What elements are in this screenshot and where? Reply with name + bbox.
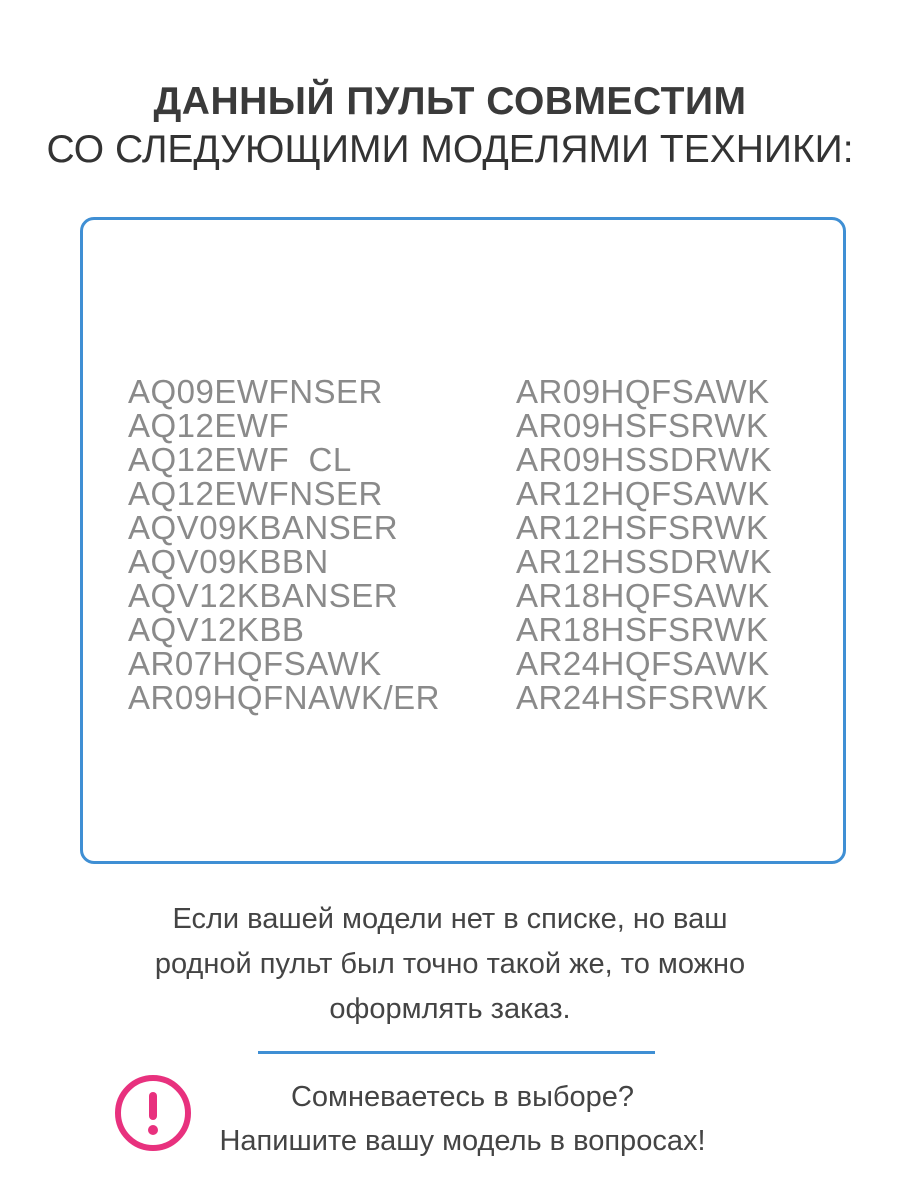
question-line: Напишите вашу модель в вопросах! [219, 1125, 706, 1157]
models-list-left [128, 375, 440, 715]
model-item: AR12HQFSAWK [516, 475, 770, 512]
exclamation-circle-icon [113, 1073, 193, 1153]
question-block [190, 1075, 735, 1163]
model-item: AR09HQFNAWK/ER [128, 679, 440, 716]
model-item: AR09HSFSRWK [516, 407, 769, 444]
model-item: AR12HSSDRWK [516, 543, 773, 580]
model-item: AQV09KBANSER [128, 509, 399, 546]
not-in-list-note [100, 897, 800, 1032]
model-item: AR09HQFSAWK [516, 373, 770, 410]
note-line: родной пульт был точно такой же, то можно [154, 948, 746, 980]
model-item: AQ09EWFNSER [128, 373, 383, 410]
note-line: Если вашей модели нет в списке, но ваш [172, 903, 728, 935]
divider [258, 1051, 655, 1054]
model-item: AQV09KBBN [128, 543, 329, 580]
model-item: AR09HSSDRWK [516, 441, 773, 478]
model-item: AQV12KBANSER [128, 577, 399, 614]
model-item: AR18HSFSRWK [516, 611, 769, 648]
model-item: AR12HSFSRWK [516, 509, 769, 546]
question-line: Сомневаетесь в выборе? [290, 1081, 635, 1113]
note-line: оформлять заказ. [329, 993, 571, 1025]
compatible-models-box [80, 217, 846, 864]
model-item: AQ12EWFNSER [128, 475, 383, 512]
models-list-right [516, 375, 772, 715]
model-item: AR07HQFSAWK [128, 645, 382, 682]
model-item: AR24HQFSAWK [516, 645, 770, 682]
model-item: AR18HQFSAWK [516, 577, 770, 614]
model-item: AQ12EWF [128, 407, 290, 444]
page-subtitle: СО СЛЕДУЮЩИМИ МОДЕЛЯМИ ТЕХНИКИ: [46, 128, 854, 171]
model-item: AQV12KBB [128, 611, 305, 648]
model-item: AR24HSFSRWK [516, 679, 769, 716]
page-title: ДАННЫЙ ПУЛЬТ СОВМЕСТИМ [153, 80, 747, 123]
model-item: AQ12EWF CL [128, 441, 352, 478]
